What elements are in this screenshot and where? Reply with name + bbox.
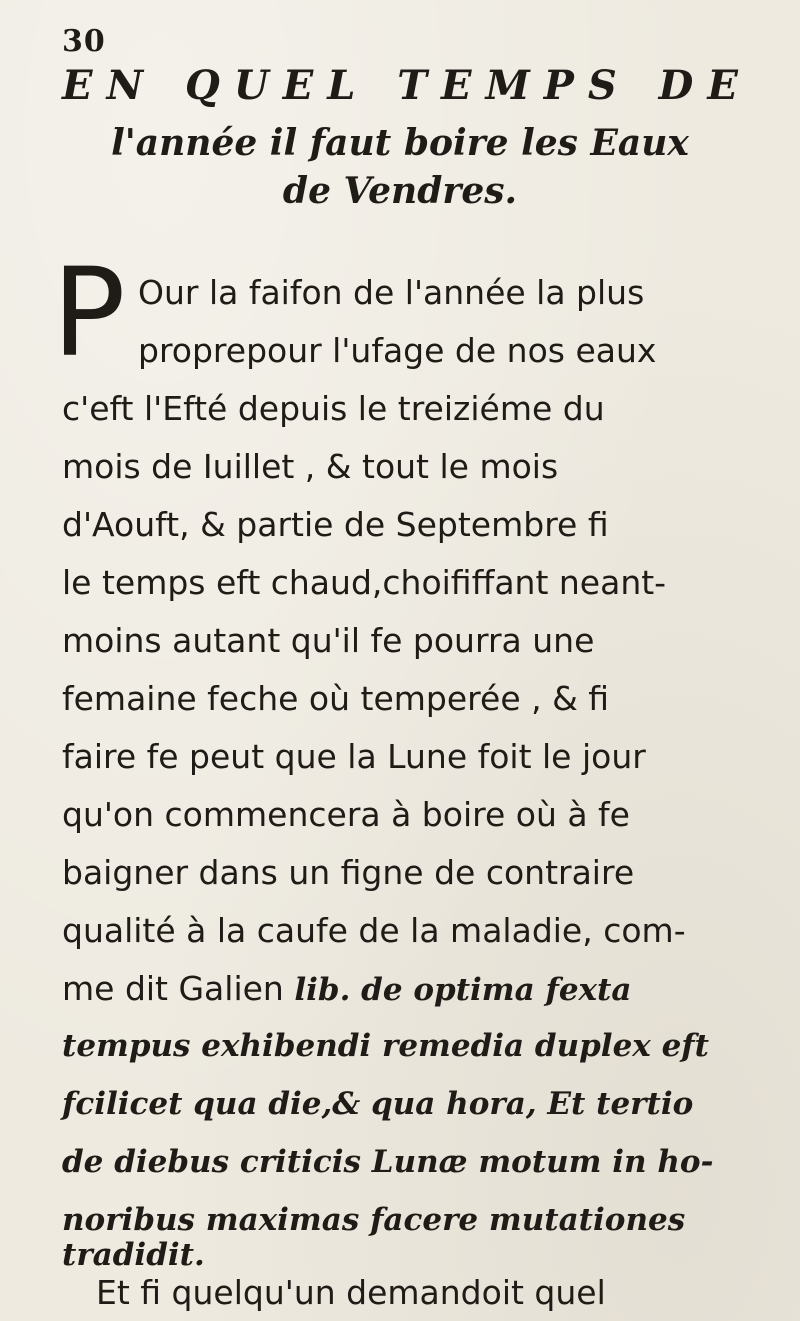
body-line: Our la faifon de l'année la plus <box>138 273 645 312</box>
body-line: mois de Iuillet , & tout le mois <box>62 447 559 486</box>
body-line: c'eft l'Efté depuis le treiziéme du <box>62 389 605 428</box>
latin-line: noribus maximas facere mutationes <box>62 1202 686 1238</box>
subtitle-line-2: de Vendres. <box>282 170 518 212</box>
body-line: qualité à la caufe de la maladie, com- <box>62 911 686 950</box>
running-title: EN QUEL TEMPS DE <box>62 62 752 109</box>
drop-initial: P <box>52 242 126 384</box>
subtitle-line-1: l'année il faut boire les Eaux <box>111 122 689 164</box>
body-line: faire fe peut que la Lune foit le jour <box>62 737 646 776</box>
body-line: d'Aouft, & partie de Septembre fi <box>62 505 609 544</box>
body-line: femaine feche où temperée , & fi <box>62 679 610 718</box>
body-line: baigner dans un figne de contraire <box>62 853 635 892</box>
body-line: qu'on commencera à boire où à fe <box>62 795 630 834</box>
latin-line: de diebus criticis Lunæ motum in ho- <box>62 1144 714 1180</box>
body-line: moins autant qu'il fe pourra une <box>62 621 595 660</box>
body-line-with-citation <box>62 969 632 1008</box>
latin-line: tempus exhibendi remedia duplex eft <box>62 1028 709 1064</box>
latin-citation: lib. de optima fexta <box>294 972 632 1008</box>
page-number: 30 <box>62 24 106 59</box>
latin-line: fcilicet qua die,& qua hora, Et tertio <box>62 1086 694 1122</box>
latin-line: tradidit. <box>62 1237 205 1273</box>
body-line: le temps eft chaud,choififfant neant- <box>62 563 667 602</box>
body-line: proprepour l'ufage de nos eaux <box>138 331 657 370</box>
body-line: Et fi quelqu'un demandoit quel <box>96 1273 606 1312</box>
body-text: me dit Galien <box>62 969 284 1008</box>
